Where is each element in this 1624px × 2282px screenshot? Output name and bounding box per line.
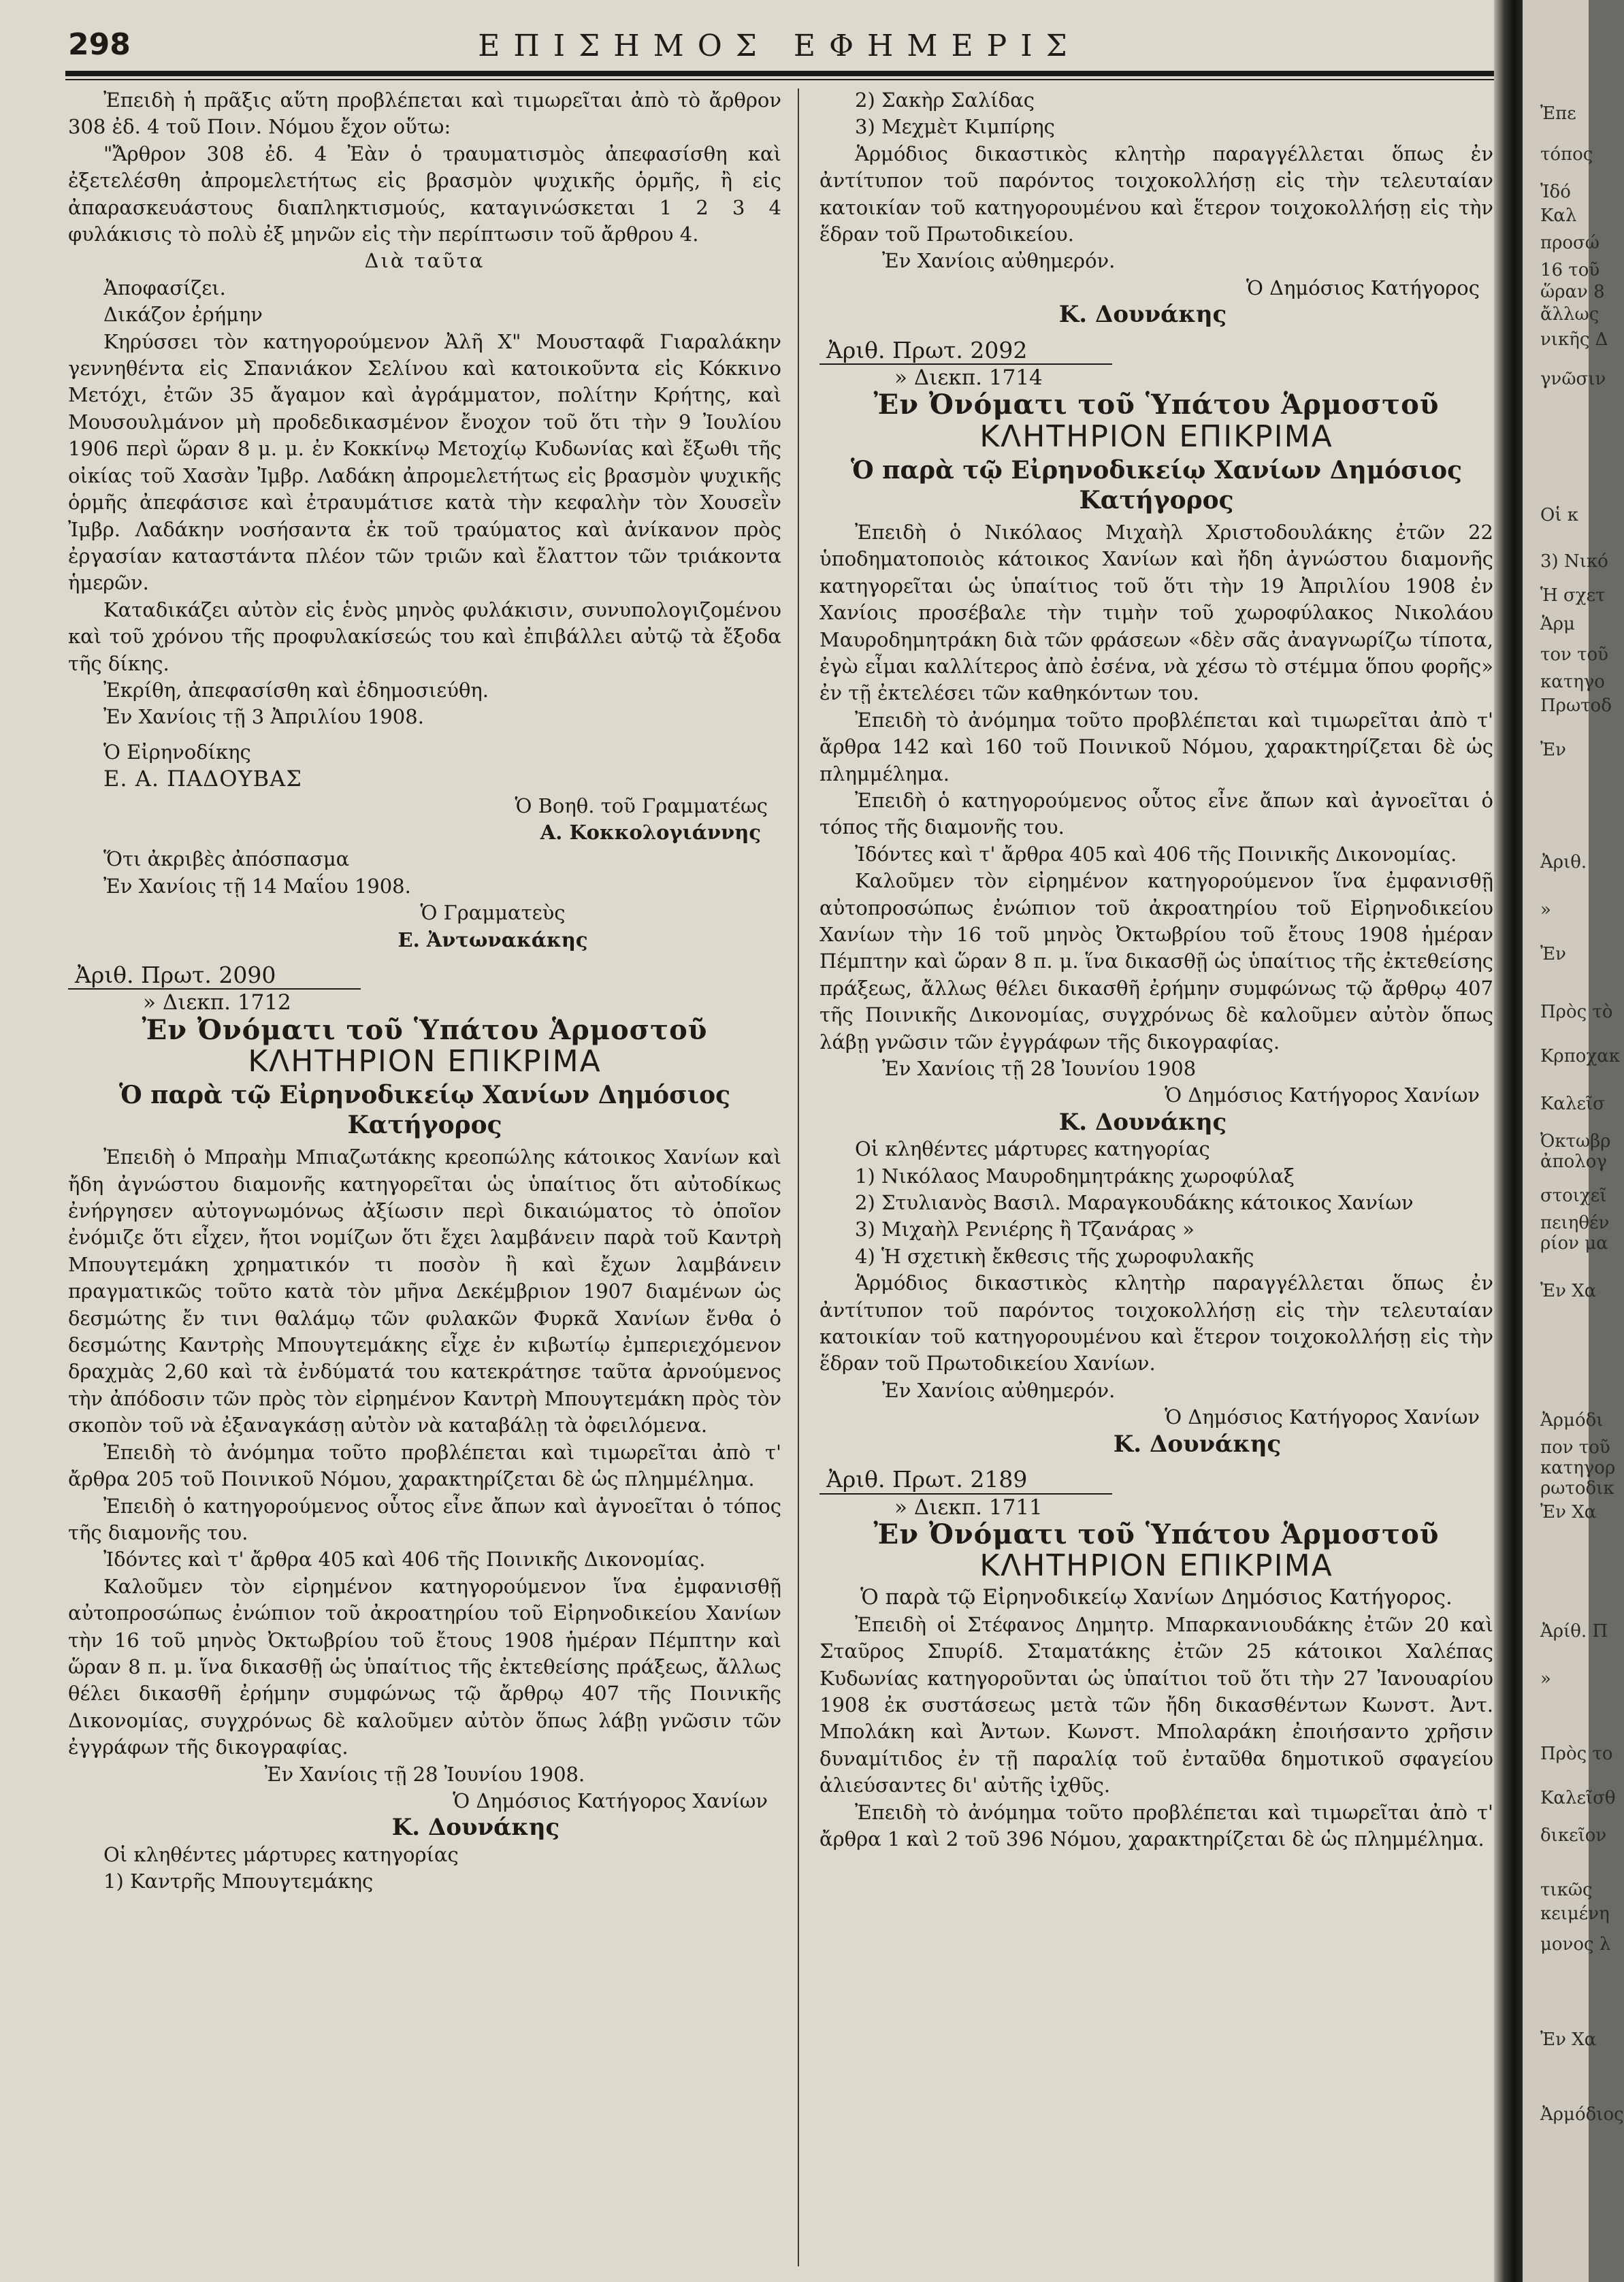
- paragraph: "Ἄρθρον 308 ἐδ. 4 Ἐὰν ὁ τραυματισμὸς ἀπεφασίσθη καὶ ἐξετελέσθη ἀπρομελετήτως εἰς βρασμὸν ψυχικῆς ὁρμῆς, ἢ εἰς ἀπαρασκευάστους διαπληκτισμούς, καταγινώσκεται 1 2 3 4 φυλάκισις τὸ πολὺ ἐξ μηνῶν εἰς τὴν περίπτωσιν τοῦ ἄρθρου 4.: [68, 142, 781, 246]
- witness-item: 1) Καντρῆς Μπουγτεμάκης: [103, 1870, 374, 1893]
- next-page-fragment: πον τοῦ: [1540, 1437, 1610, 1458]
- witness-item: 2) Σακὴρ Σαλίδας: [855, 88, 1035, 112]
- page-header: [68, 27, 1491, 68]
- notice-title: ΚΛΗΤΗΡΙΟΝ ΕΠΙΚΡΙΜΑ: [248, 1044, 602, 1079]
- next-page-fragment: Ἀρμόδιος: [1540, 2104, 1624, 2125]
- next-page-fragment: Ἀρμόδι: [1540, 1410, 1604, 1431]
- paragraph: Ἰδόντες καὶ τ' ἄρθρα 405 καὶ 406 τῆς Ποινικῆς Δικονομίας.: [855, 842, 1457, 866]
- paragraph: Ἐπειδὴ οἱ Στέφανος Δημητρ. Μπαρκανιουδάκης ἐτῶν 20 καὶ Σταῦρος Σπυρίδ. Σταματάκης ἐτῶν 25 κάτοικοι Χαλέπας Κυδωνίας κατηγοροῦνται ὡς ὑπαίτιοι τοῦ ὅτι τὴν 27 Ἰανουαρίου 1908 ἐκ συστάσεως μετὰ τῶν ἤδη δικασθέντων Κωνστ. Ἀντ. Μπολάκη καὶ Ἀντων. Κωνστ. Μπολαράκη ἐποιήσαντο χρῆσιν δυναμίτιδος ἐν τῇ παραλίᾳ τοῦ ἐνταῦθα δημοτικοῦ σφαγείου ἀλιεύσαντες δι' αὐτῆς ἰχθῦς.: [819, 1612, 1493, 1797]
- date-line: Ἐν Χανίοις αὐθημερόν.: [882, 1378, 1116, 1402]
- next-page-fragment: Οἱ κ: [1540, 505, 1579, 525]
- notice-heading: Ἐν Ὀνόματι τοῦ Ὑπάτου Ἁρμοστοῦ: [873, 1518, 1440, 1550]
- date-line: Ἐν Χανίοις τῇ 28 Ἰουνίου 1908.: [264, 1762, 585, 1786]
- next-page-fragment: τικῶς: [1540, 1880, 1593, 1900]
- next-page-fragment: νικῆς Δ: [1540, 329, 1608, 350]
- right-column: [819, 87, 1493, 1853]
- next-page-fragment: Καλεῖσ: [1540, 1094, 1605, 1114]
- witness-item: 2) Στυλιανὸς Βασιλ. Μαραγκουδάκης κάτοικος Χανίων: [855, 1191, 1414, 1215]
- signature-name: Κ. Δουνάκης: [391, 1814, 560, 1842]
- witness-heading: Οἱ κληθέντες μάρτυρες κατηγορίας: [855, 1137, 1210, 1161]
- paragraph: Ἰδόντες καὶ τ' ἄρθρα 405 καὶ 406 τῆς Ποινικῆς Δικονομίας.: [103, 1548, 706, 1571]
- next-page-fragment: ρωτοδικ: [1540, 1478, 1614, 1499]
- court-heading: Ὁ παρὰ τῷ Εἰρηνοδικείῳ Χανίων Δημόσιος Κατήγορος: [850, 455, 1463, 515]
- book-spine-shadow: [1494, 0, 1523, 2282]
- witness-item: 3) Μεχμὲτ Κιμπίρης: [855, 115, 1055, 139]
- next-page-fragment: Κρποχακ: [1540, 1046, 1621, 1066]
- paragraph: Καταδικάζει αὐτὸν εἰς ἑνὸς μηνὸς φυλάκισιν, συνυπολογιζομένου καὶ τοῦ χρόνου τῆς προφυλακίσεώς του καὶ ἐπιβάλλει αὐτῷ τὰ ἔξοδα τῆς δίκης.: [68, 598, 781, 675]
- section-heading: Διὰ ταῦτα: [364, 249, 485, 273]
- signature-title: Ὁ Βοηθ. τοῦ Γραμματέως: [515, 794, 768, 817]
- protocol-number: Ἀριθ. Πρωτ. 2189: [819, 1466, 1112, 1494]
- signature-title: Ὁ Δημόσιος Κατήγορος Χανίων: [1165, 1083, 1480, 1107]
- next-page-fragment: »: [1540, 1669, 1551, 1689]
- paragraph: Ἐπειδὴ τὸ ἀνόμημα τοῦτο προβλέπεται καὶ τιμωρεῖται ἀπὸ τ' ἄρθρα 142 καὶ 160 τοῦ Ποινικοῦ Νόμου, χαρακτηρίζεται δὲ ὡς πλημμέλημα.: [819, 708, 1493, 785]
- page-number: 298: [68, 27, 131, 62]
- witness-item: 4) Ἡ σχετικὴ ἔκθεσις τῆς χωροφυλακῆς: [855, 1244, 1254, 1268]
- header-rule: [65, 71, 1495, 76]
- next-page-fragment: Ἰδό: [1540, 182, 1571, 202]
- next-page-fragment: »: [1540, 900, 1551, 920]
- paragraph: Ἐπειδὴ ὁ Νικόλαος Μιχαὴλ Χριστοδουλάκης ἐτῶν 22 ὑποδηματοποιὸς κάτοικος Χανίων καὶ ἤδη ἀγνώστου διαμονῆς κατηγορεῖται ὡς ὑπαίτιος τοῦ ὅτι τὴν 19 Ἀπριλίου 1908 ἐν Χανίοις προσέβαλε τὴν τιμὴν τοῦ χωροφύλακος Νικολάου Μαυροδημητράκη διὰ τῶν φράσεων «δὲν σᾶς ἀναγνωρίζω τίποτα, ἐγὼ εἶμαι καλλίτερος ἀπὸ ἐσένα, νὰ χέσω τὸ στέμμα ὅπου φορῆς» ἐν τῇ ἐκτελέσει τῶν καθηκόντων του.: [819, 520, 1493, 705]
- date-line: Ἐν Χανίοις τῇ 28 Ἰουνίου 1908: [882, 1057, 1197, 1080]
- protocol-number: Ἀριθ. Πρωτ. 2090: [68, 962, 361, 990]
- next-page-fragment: ρίον μα: [1540, 1233, 1608, 1254]
- paragraph: Καλοῦμεν τὸν εἰρημένον κατηγορούμενον ἵνα ἐμφανισθῇ αὐτοπροσώπως ἐνώπιον τοῦ ἀκροατηρίου τοῦ Εἰρηνοδικείου Χανίων τὴν 16 τοῦ μηνὸς Ὀκτωβρίου τοῦ ἔτους 1908 ἡμέραν Πέμπτην καὶ ὥραν 8 π. μ. ἵνα δικασθῇ ὡς ὑπαίτιος τῆς ἐκτεθείσης πράξεως, ἄλλως θέλει δικασθῆ ἐρήμην συμφώνως τῷ ἄρθρῳ 407 τῆς Ποινικῆς Δικονομίας, συγχρόνως δὲ καλοῦμεν αὐτὸν ὅπως λάβῃ γνῶσιν τῶν ἐγγράφων τῆς δικογραφίας.: [819, 869, 1493, 1054]
- witness-heading: Οἱ κληθέντες μάρτυρες κατηγορίας: [103, 1842, 459, 1866]
- next-page-fragment: Ἁρμ: [1540, 614, 1575, 634]
- court-heading: Ὁ παρὰ τῷ Εἰρηνοδικείῳ Χανίων Δημόσιος Κατήγορος.: [860, 1585, 1452, 1610]
- paragraph: Ἐπειδὴ ὁ κατηγορούμενος οὗτος εἶνε ἄπων καὶ ἀγνοεῖται ὁ τόπος τῆς διαμονῆς του.: [819, 788, 1493, 839]
- next-page-fragment: Καλ: [1540, 206, 1577, 226]
- next-page-edge: [1523, 0, 1624, 2282]
- section-heading: Δικάζον ἐρήμην: [103, 303, 263, 327]
- witness-item: 3) Μιχαὴλ Ρενιέρης ἢ Τζανάρας »: [855, 1218, 1195, 1241]
- next-page-fragment: κατηγο: [1540, 672, 1605, 692]
- paragraph: Ἐπειδὴ ἡ πρᾶξις αὕτη προβλέπεται καὶ τιμωρεῖται ἀπὸ τὸ ἄρθρον 308 ἐδ. 4 τοῦ Ποιν. Νόμου ἔχον οὕτω:: [68, 88, 781, 139]
- signature-title: Ὁ Γραμματεὺς: [420, 901, 566, 925]
- paragraph: Ἁρμόδιος δικαστικὸς κλητὴρ παραγγέλλεται ὅπως ἐν ἀντίτυπον τοῦ παρόντος τοιχοκολλήσῃ εἰς τὴν τελευταίαν κατοικίαν τοῦ κατηγορουμένου καὶ ἕτερον τοιχοκολλήσῃ εἰς τὴν ἕδραν τοῦ Πρωτοδικείου.: [819, 142, 1493, 246]
- next-page-fragment: 16 τοῦ: [1540, 260, 1600, 280]
- next-page-fragment: Πρὸς τὸ: [1540, 1002, 1613, 1022]
- next-page-fragment: Ἐπε: [1540, 103, 1576, 124]
- next-page-fragment: κειμένη: [1540, 1904, 1610, 1924]
- next-page-fragment: κατηγορ: [1540, 1458, 1616, 1478]
- next-page-fragment: προσώ: [1540, 233, 1599, 253]
- paragraph: Ὅτι ἀκριβὲς ἀπόσπασμα: [103, 847, 350, 871]
- signature-name: Ε. Ἀντωνακάκης: [397, 928, 588, 951]
- header-rule-thin: [65, 79, 1495, 80]
- paragraph: Κηρύσσει τὸν κατηγορούμενον Ἀλῆ Χ" Μουσταφᾶ Γιαραλάκην γεννηθέντα εἰς Σπανιάκον Σελίνου καὶ κατοικοῦντα εἰς Κόκκινο Μετόχι, ἐτῶν 35 ἄγαμον καὶ ἀγράμματον, πολίτην Κρήτης, καὶ Μουσουλμάνον μὴ προδεδικασμένον ἔνοχον τοῦ ὅτι τὴν 9 Ἰουλίου 1906 περὶ ὥραν 8 μ. μ. ἐν Κοκκίνῳ Μετοχίῳ Κυδωνίας καὶ ἔξωθι τῆς οἰκίας τοῦ Χασὰν Ἰμβρ. Λαδάκη ἀπρομελετήτως εἰς βρασμὸν ψυχικῆς ὁρμῆς ἀπεφάσισε καὶ ἐτραυμάτισε κατὰ τὴν κεφαλὴν τὸν Χουσεῒν Ἰμβρ. Λαδάκην νοσήσαντα ἐκ τοῦ τραύματος καὶ ἀνίκανον πρὸς ἐργασίαν καταστάντα πλέον τῶν τριῶν καὶ ἔλαττον τῶν τριάκοντα ἡμερῶν.: [68, 329, 781, 595]
- protocol-number: Ἀριθ. Πρωτ. 2092: [819, 337, 1112, 365]
- next-page-fragment: Πρὸς το: [1540, 1744, 1613, 1764]
- next-page-fragment: πειηθέν: [1540, 1213, 1610, 1233]
- next-page-fragment: Ἐν Χα: [1540, 1281, 1597, 1301]
- paragraph: Ἐπειδὴ ὁ κατηγορούμενος οὗτος εἶνε ἄπων καὶ ἀγνοεῖται ὁ τόπος τῆς διαμονῆς του.: [68, 1494, 781, 1544]
- signature-title: Ὁ Εἰρηνοδίκης: [103, 740, 251, 764]
- next-page-fragment: Ἐν Χα: [1540, 2030, 1597, 2050]
- gazette-title: ΕΠΙΣΗΜΟΣ ΕΦΗΜΕΡΙΣ: [478, 29, 1081, 63]
- notice-heading: Ἐν Ὀνόματι τοῦ Ὑπάτου Ἁρμοστοῦ: [142, 1013, 708, 1046]
- signature-name: Κ. Δουνάκης: [1113, 1430, 1282, 1458]
- next-page-fragment: Ἡ σχετ: [1540, 585, 1606, 606]
- signature-name: Ε. Α. ΠΑΔΟΥΒΑΣ: [103, 766, 302, 792]
- next-page-fragment: Ἐν: [1540, 944, 1566, 964]
- witness-item: 1) Νικόλαος Μαυροδημητράκης χωροφύλαξ: [855, 1164, 1295, 1188]
- next-page-fragment: μονος λ: [1540, 1934, 1611, 1955]
- paragraph: Ἁρμόδιος δικαστικὸς κλητὴρ παραγγέλλεται ὅπως ἐν ἀντίτυπον τοῦ παρόντος τοιχοκολλήσῃ εἰς τὴν τελευταίαν κατοικίαν τοῦ κατηγορουμένου καὶ ἕτερον τοιχοκολλήσῃ εἰς τὴν ἕδραν τοῦ Πρωτοδικείου Χανίων.: [819, 1271, 1493, 1375]
- date-line: Ἐν Χανίοις αὐθημερόν.: [882, 249, 1116, 273]
- dispatch-number: » Διεκπ. 1712: [143, 990, 291, 1015]
- next-page-fragment: Ἐν Χα: [1540, 1502, 1597, 1522]
- next-page-fragment: Πρωτοδ: [1540, 696, 1612, 716]
- next-page-fragment: Καλεῖσθ: [1540, 1788, 1616, 1808]
- paragraph: Ἐπειδὴ τὸ ἀνόμημα τοῦτο προβλέπεται καὶ τιμωρεῖται ἀπὸ τ' ἄρθρα 1 καὶ 2 τοῦ 396 Νόμου, χαρακτηρίζεται δὲ ὡς πλημμέλημα.: [819, 1800, 1493, 1851]
- dispatch-number: » Διεκπ. 1714: [894, 365, 1043, 391]
- signature-title: Ὁ Δημόσιος Κατήγορος Χανίων: [1165, 1405, 1480, 1429]
- paragraph: Ἐκρίθη, ἀπεφασίσθη καὶ ἐδημοσιεύθη.: [103, 678, 489, 702]
- next-page-fragment: στοιχεῖ: [1540, 1186, 1607, 1206]
- notice-title: ΚΛΗΤΗΡΙΟΝ ΕΠΙΚΡΙΜΑ: [979, 1548, 1333, 1584]
- signature-title: Ὁ Δημόσιος Κατήγορος Χανίων: [453, 1789, 768, 1812]
- next-page-fragment: Ὀκτωβρ: [1540, 1131, 1611, 1152]
- next-page-fragment: ὥραν 8: [1540, 282, 1605, 302]
- date-line: Ἐν Χανίοις τῇ 3 Ἀπριλίου 1908.: [103, 705, 424, 729]
- paragraph: Καλοῦμεν τὸν εἰρημένον κατηγορούμενον ἵνα ἐμφανισθῇ αὐτοπροσώπως ἐνώπιον τοῦ ἀκροατηρίου τοῦ Εἰρηνοδικείου Χανίων τὴν 16 τοῦ μηνὸς Ὀκτωβρίου τοῦ ἔτους 1908 ἡμέραν Πέμπτην καὶ ὥραν 8 π. μ. ἵνα δικασθῇ ὡς ὑπαίτιος τῆς ἐκτεθείσης πράξεως, ἄλλως θέλει δικασθῆ ἐρήμην συμφώνως τῷ ἄρθρῳ 407 τῆς Ποινικῆς Δικονομίας, συγχρόνως δὲ καλοῦμεν αὐτὸν ὅπως λάβῃ γνῶσιν τῶν ἐγγράφων τῆς δικογραφίας.: [68, 1574, 781, 1759]
- next-page-fragment: τόπος: [1540, 144, 1593, 165]
- next-page-fragment: ἄλλως: [1540, 304, 1599, 325]
- dispatch-number: » Διεκπ. 1711: [894, 1495, 1043, 1520]
- next-page-fragment: ἀπολογ: [1540, 1152, 1607, 1172]
- next-page-fragment: Ἐν: [1540, 740, 1566, 760]
- court-heading: Ὁ παρὰ τῷ Εἰρηνοδικείῳ Χανίων Δημόσιος Κατήγορος: [118, 1081, 731, 1140]
- next-page-fragment: Ἀριθ.: [1540, 852, 1587, 873]
- signature-name: Α. Κοκκολογιάννης: [540, 820, 761, 844]
- signature-title: Ὁ Δημόσιος Κατήγορος: [1246, 276, 1480, 299]
- paragraph: Ἐπειδὴ τὸ ἀνόμημα τοῦτο προβλέπεται καὶ τιμωρεῖται ἀπὸ τ' ἄρθρα 205 τοῦ Ποινικοῦ Νόμου, χαρακτηρίζεται δὲ ὡς πλημμέλημα.: [68, 1440, 781, 1491]
- signature-name: Κ. Δουνάκης: [1058, 1108, 1227, 1136]
- column-divider: [798, 88, 799, 2266]
- next-page-fragment: Ἀρίθ. Π: [1540, 1621, 1608, 1642]
- next-page-fragment: τον τοῦ: [1540, 645, 1608, 665]
- next-page-fragment: 3) Νικό: [1540, 551, 1608, 572]
- signature-name: Κ. Δουνάκης: [1058, 301, 1227, 329]
- notice-title: ΚΛΗΤΗΡΙΟΝ ΕΠΙΚΡΙΜΑ: [979, 419, 1333, 454]
- left-column: [68, 87, 781, 1895]
- section-heading: Ἀποφασίζει.: [103, 276, 226, 299]
- next-page-fragment: δικεῖον: [1540, 1825, 1607, 1846]
- next-page-fragment: γνῶσιν: [1540, 369, 1606, 389]
- notice-heading: Ἐν Ὀνόματι τοῦ Ὑπάτου Ἁρμοστοῦ: [873, 389, 1440, 421]
- date-line: Ἐν Χανίοις τῇ 14 Μαΐου 1908.: [103, 874, 411, 898]
- paragraph: Ἐπειδὴ ὁ Μπραὴμ Μπιαζωτάκης κρεοπώλης κάτοικος Χανίων καὶ ἤδη ἀγνώστου διαμονῆς κατηγορεῖται ὡς ὑπαίτιος ὅτι αὐτοδίκως ἐνήργησεν αὐτογνωμόνως ἀξίωσιν περὶ δικαιώματος τὸ ὁποῖον ἐνόμιζε ὅτι εἶχεν, ἤτοι νομίζων ὅτι ἔχει λαμβάνειν παρὰ τοῦ Καντρὴ Μπουγτεμάκη χρηματικόν τι ποσὸν ἢ καὶ ἔχων λαμβάνειν πραγματικῶς τοῦτο κατὰ τὸν μῆνα Δεκέμβριον 1907 διαμένων ὡς δεσμώτης ἔν τινι θαλάμῳ τῶν φυλακῶν Φυρκᾶ Χανίων ἔνθα ὁ δεσμώτης Καντρὴς Μπουγτεμάκης εἶχε ἐν κιβωτίῳ ἐμπεριεχόμενον δραχμὰς 2,60 καὶ τὰ ἐνδύματά του κατεκράτησε ταῦτα ἀρνούμενος τὴν ἀπόδοσιν τῶν πρὸς τὸν εἰρημένον Καντρὴ Μπουγτεμάκη πρὸς τὸν σκοπὸν τοῦ νὰ ἐξαναγκάσῃ αὐτὸν νὰ καταβάλῃ τὰ ὀφειλόμενα.: [68, 1145, 781, 1437]
